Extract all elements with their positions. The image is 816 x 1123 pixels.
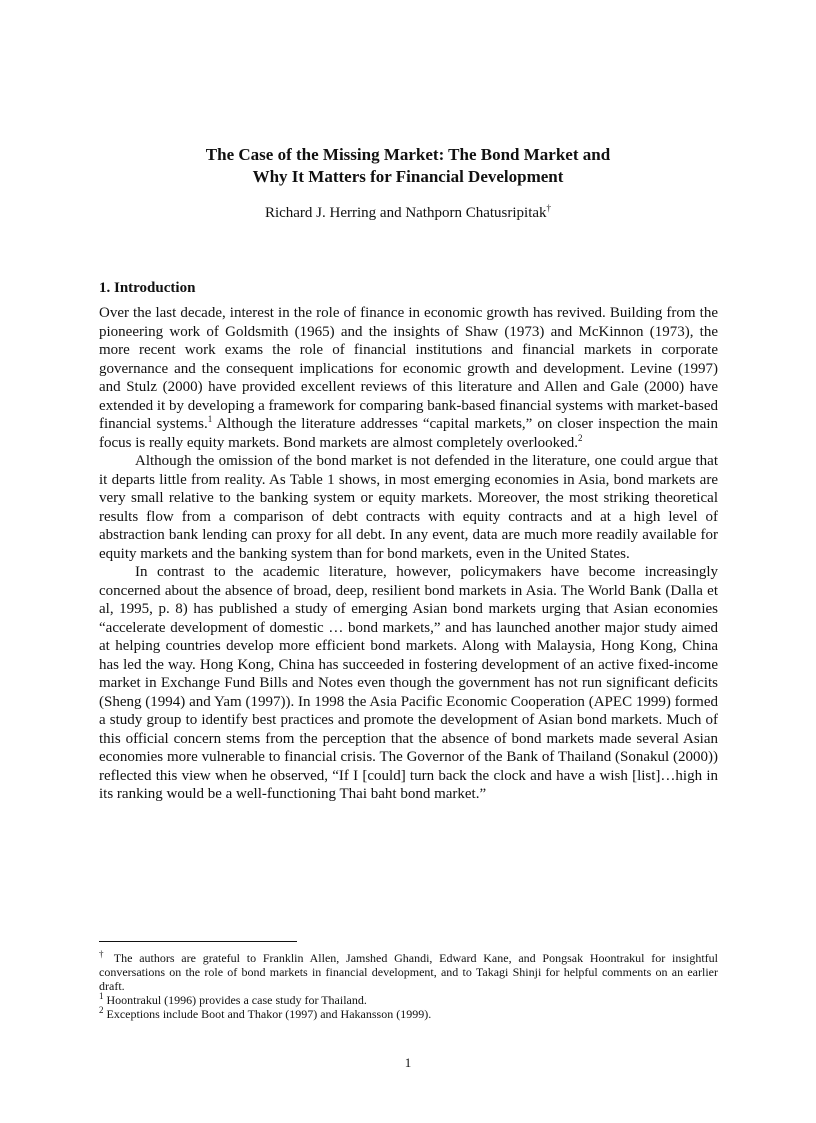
footnote-text: Exceptions include Boot and Thakor (1997) and Hakansson (1999). [103, 1007, 432, 1021]
paragraph-2: Although the omission of the bond market is not defended in the literature, one could argue that it departs little from reality. As Table 1 shows, in most emerging economies in Asia, bond markets are very small relative to the banking system or equity markets. Moreover, the most striking theoretical results flow from a comparison of debt contracts with equity contracts and at a high level of abstraction bank lending can proxy for all debt. In any event, data are much more readily available for equity markets and the banking system than for bond markets, even in the United States. [99, 453, 718, 562]
title-line-1: The Case of the Missing Market: The Bond Market and [205, 145, 611, 164]
footnote-divider [99, 941, 297, 942]
footnote-ref-1: 1 [207, 414, 213, 424]
footnote-mark: † [99, 949, 108, 959]
footnote-text: The authors are grateful to Franklin Allen, Jamshed Ghandi, Edward Kane, and Pongsak Hoontrakul for insightful conversations on the role of bond markets in financial development, and to Takagi Shinji for helpful comments on an earlier draft. [99, 951, 718, 993]
section-heading: 1. Introduction [99, 280, 196, 296]
footnote-mark: 1 [99, 991, 104, 1001]
body-text [99, 304, 718, 804]
paragraph-1 [99, 304, 718, 452]
footnote-ref-2: 2 [578, 432, 583, 443]
author-footnote-mark: † [546, 203, 552, 213]
page-number: 1 [404, 1055, 412, 1070]
footnote-mark: 2 [99, 1005, 104, 1015]
author-line [0, 204, 816, 222]
footnote-2 [99, 1007, 718, 1021]
footnote-dagger [99, 951, 718, 993]
footnotes [99, 951, 718, 1021]
paragraph-1-part-a: Over the last decade, interest in the role of finance in economic growth has revived. Building from the pioneering work of Goldsmith (1965) and the insights of Shaw (1973) and McKinnon (1973), the more recent work exams the role of financial institutions and financial markets in corporate governance and the consequent implications for economic growth and development. Levine (1997) and Stulz (2000) have provided excellent reviews of this literature and Allen and Gale (2000) have extended it by developing a framework for comparing bank-based financial systems with market-based financial systems. [99, 305, 718, 432]
footnote-text: Hoontrakul (1996) provides a case study for Thailand. [103, 993, 367, 1007]
paragraph-3: In contrast to the academic literature, however, policymakers have become increasingly concerned about the absence of broad, deep, resilient bond markets in Asia. The World Bank (Dalla et al, 1995, p. 8) has published a study of emerging Asian bond markets urging that Asian economies “accelerate development of domestic … bond markets,” and has launched another major study aimed at helping countries develop more efficient bond markets. Along with Malaysia, Hong Kong, China has led the way. Hong Kong, China has succeeded in fostering development of an active fixed-income market in Exchange Fund Bills and Notes even though the government has not run significant deficits (Sheng (1994) and Yam (1997)). In 1998 the Asia Pacific Economic Cooperation (APEC 1999) formed a study group to identify best practices and promote the development of Asian bond markets. Much of this official concern stems from the perception that the absence of bond markets made several Asian economies more vulnerable to financial crisis. The Governor of the Bank of Thailand (Sonakul (2000)) reflected this view when he observed, “If I [could] turn back the clock and have a wish [list]…high in its ranking would be a well-functioning Thai baht bond market.” [99, 564, 718, 802]
paper-title [0, 144, 816, 188]
footnote-1 [99, 993, 718, 1007]
title-line-2: Why It Matters for Financial Development [252, 167, 564, 186]
paragraph-1-part-b: Although the literature addresses “capital markets,” on closer inspection the main focus is really equity markets. Bond markets are almost completely overlooked. [99, 416, 718, 451]
author-names: Richard J. Herring and Nathporn Chatusripitak [264, 205, 547, 221]
